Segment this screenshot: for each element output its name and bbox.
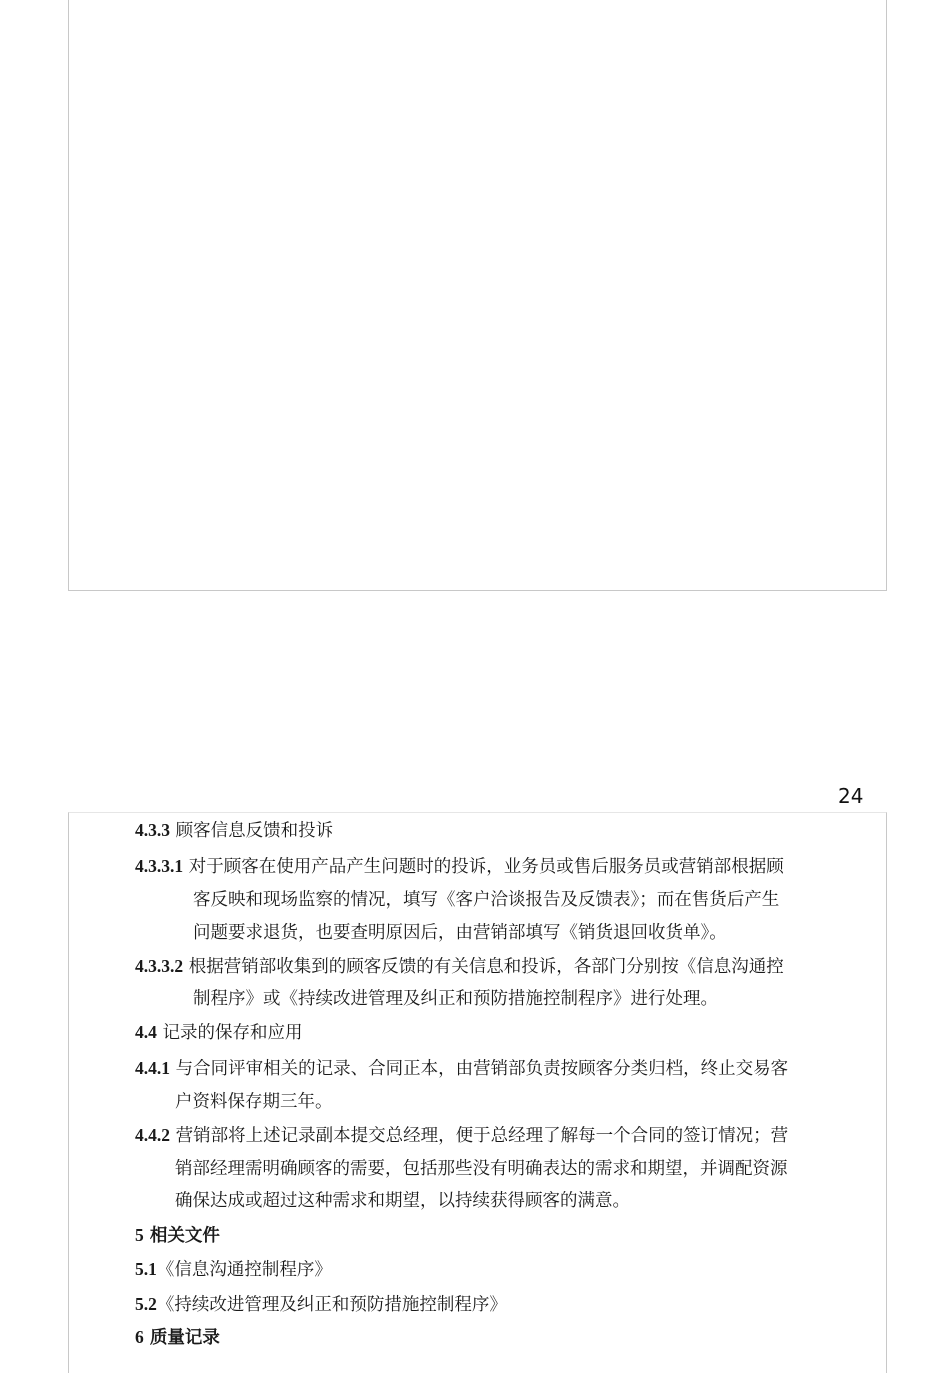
- paragraph-4-4-1: [135, 1057, 788, 1080]
- section-number: 4.3.3.1: [135, 856, 184, 876]
- section-number: 5.1: [135, 1259, 157, 1279]
- paragraph-4-3-3-1: [135, 855, 784, 878]
- section-title: 相关文件: [149, 1226, 220, 1246]
- document-reference: 《持续改进管理及纠正和预防措施控制程序》: [156, 1295, 507, 1315]
- paragraph-line: 营销部将上述记录副本提交总经理，便于总经理了解每一个合同的签订情况；营: [175, 1126, 789, 1146]
- paragraph-4-3-3-2: [135, 955, 784, 978]
- section-title: 质量记录: [149, 1328, 220, 1348]
- item-5-1: [135, 1258, 332, 1281]
- section-number: 4.3.3: [135, 820, 170, 840]
- paragraph-line: 确保达成或超过这种需求和期望，以持续获得顾客的满意。: [175, 1191, 630, 1211]
- section-number: 4.3.3.2: [135, 956, 184, 976]
- section-number: 4.4.2: [135, 1125, 170, 1145]
- previous-page: [68, 0, 887, 591]
- heading-4-3-3: [135, 819, 333, 842]
- section-title: 记录的保存和应用: [162, 1023, 303, 1043]
- section-number: 5.2: [135, 1294, 157, 1314]
- paragraph-line: 销部经理需明确顾客的需要，包括那些没有明确表达的需求和期望，并调配资源: [175, 1159, 788, 1179]
- paragraph-line: 与合同评审相关的记录、合同正本，由营销部负责按顾客分类归档，终止交易客: [175, 1059, 789, 1079]
- paragraph-4-4-2: [135, 1124, 788, 1147]
- paragraph-line: 问题要求退货，也要查明原因后，由营销部填写《销货退回收货单》。: [193, 923, 727, 943]
- document-reference: 《信息沟通控制程序》: [156, 1260, 332, 1280]
- item-5-2: [135, 1293, 507, 1316]
- section-title: 顾客信息反馈和投诉: [175, 821, 334, 841]
- section-number: 4.4.1: [135, 1058, 170, 1078]
- paragraph-line: 制程序》或《持续改进管理及纠正和预防措施控制程序》进行处理。: [193, 989, 718, 1009]
- heading-4-4: [135, 1021, 302, 1044]
- page-number: 24: [838, 784, 864, 808]
- section-number: 6: [135, 1327, 144, 1347]
- section-number: 4.4: [135, 1022, 157, 1042]
- heading-6: [135, 1326, 220, 1349]
- paragraph-line: 对于顾客在使用产品产生问题时的投诉，业务员或售后服务员或营销部根据顾: [188, 857, 784, 877]
- paragraph-line: 户资料保存期三年。: [175, 1092, 333, 1112]
- section-number: 5: [135, 1225, 144, 1245]
- paragraph-line: 根据营销部收集到的顾客反馈的有关信息和投诉，各部门分别按《信息沟通控: [188, 957, 784, 977]
- heading-5: [135, 1224, 220, 1247]
- paragraph-line: 客反映和现场监察的情况，填写《客户洽谈报告及反馈表》；而在售货后产生: [193, 890, 780, 910]
